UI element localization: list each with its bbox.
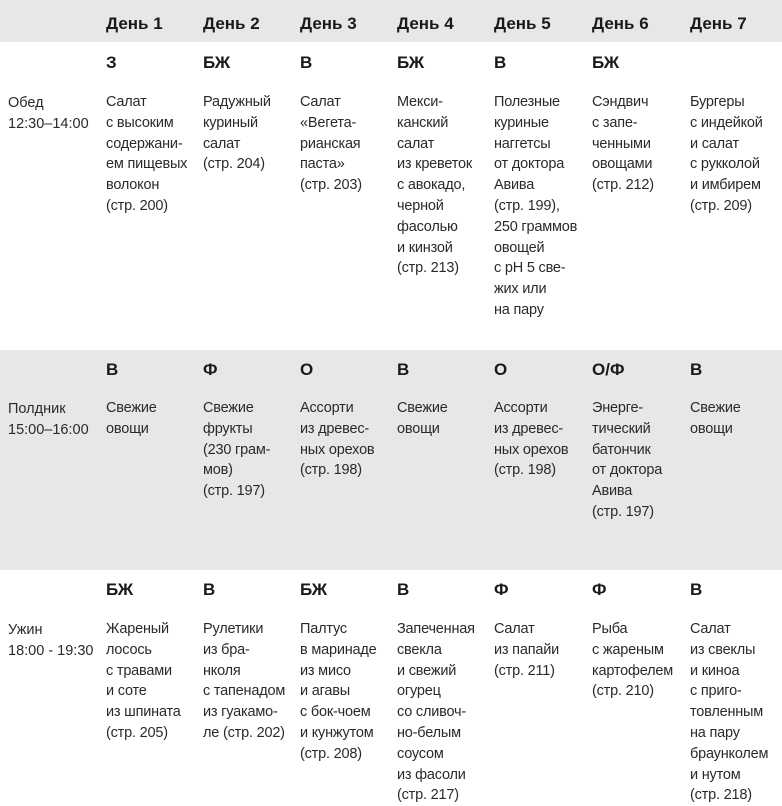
snack-meal-day-6: Энерге- тический батончик от доктора Авива (стр. 197) [592,400,663,520]
dinner-tag-day-3: БЖ [300,580,328,599]
lunch-tag-day-5: В [494,53,507,72]
snack-tag-day-1: В [106,360,119,379]
snack-meal-day-1: Свежие овощи [106,400,157,437]
dinner-tag-day-5: Ф [494,580,509,599]
lunch-meal-day-6: Сэндвич с запе- ченными овощами (стр. 212) [592,94,654,194]
dinner-meal-day-3: Палтус в маринаде из мисо и агавы с бок-чоем и кунжутом (стр. 208) [300,621,377,762]
day-3-header: День 3 [300,14,357,33]
dinner-tag-day-2: В [203,580,216,599]
lunch-meal-day-3: Салат «Вегета- рианская паста» (стр. 203) [300,94,362,194]
dinner-meal-day-4: Запеченная свекла и свежий огурец со сливоч- но-белым соусом из фасоли (стр. 217) [397,621,475,804]
dinner-tag-day-6: Ф [592,580,607,599]
dinner-meal-day-2: Рулетики из бра- нколя с тапенадом из гуакамо- ле (стр. 202) [203,621,286,741]
lunch-meal-day-1: Салат с высоким содержани- ем пищевых волокон (стр. 200) [106,94,188,214]
lunch-tag-day-2: БЖ [203,53,231,72]
day-5-header: День 5 [494,14,551,33]
lunch-tag-day-3: В [300,53,313,72]
lunch-meal-day-4: Мекси- канский салат из креветок с авокадо, черной фасолью и кинзой (стр. 213) [397,94,473,277]
lunch-meal-day-5: Полезные куриные наггетсы от доктора Авива (стр. 199), 250 граммов овощей с pH 5 све- жих или на пару [494,94,578,318]
snack-meal-day-7: Свежие овощи [690,400,741,437]
snack-row-band [0,350,782,570]
day-7-header: День 7 [690,14,747,33]
row-label-dinner: Ужин 18:00 - 19:30 [8,622,94,659]
day-6-header: День 6 [592,14,649,33]
dinner-tag-day-4: В [397,580,410,599]
lunch-tag-day-1: З [106,53,117,72]
row-label-snack: Полдник 15:00–16:00 [8,401,89,438]
lunch-tag-day-6: БЖ [592,53,620,72]
snack-meal-day-5: Ассорти из древес- ных орехов (стр. 198) [494,400,569,479]
snack-tag-day-3: О [300,360,314,379]
lunch-meal-day-7: Бургеры с индейкой и салат с рукколой и имбирем (стр. 209) [690,94,763,214]
snack-meal-day-2: Свежие фрукты (230 грам- мов) (стр. 197) [203,400,271,500]
day-2-header: День 2 [203,14,260,33]
snack-meal-day-4: Свежие овощи [397,400,448,437]
lunch-meal-day-2: Радужный куриный салат (стр. 204) [203,94,271,173]
dinner-meal-day-5: Салат из папайи (стр. 211) [494,621,560,679]
dinner-meal-day-1: Жареный лосось с травами и соте из шпината (стр. 205) [106,621,181,741]
row-label-lunch: Обед 12:30–14:00 [8,95,89,132]
snack-tag-day-4: В [397,360,410,379]
dinner-tag-day-7: В [690,580,703,599]
snack-tag-day-5: О [494,360,508,379]
dinner-tag-day-1: БЖ [106,580,134,599]
lunch-tag-day-4: БЖ [397,53,425,72]
snack-tag-day-7: В [690,360,703,379]
dinner-meal-day-6: Рыба с жареным картофелем (стр. 210) [592,621,674,700]
dinner-meal-day-7: Салат из свеклы и киноа с приго- товленным на пару браунколем и нутом (стр. 218) [690,621,769,804]
snack-tag-day-6: О/Ф [592,360,625,379]
day-4-header: День 4 [397,14,454,33]
snack-meal-day-3: Ассорти из древес- ных орехов (стр. 198) [300,400,375,479]
day-1-header: День 1 [106,14,163,33]
snack-tag-day-2: Ф [203,360,218,379]
